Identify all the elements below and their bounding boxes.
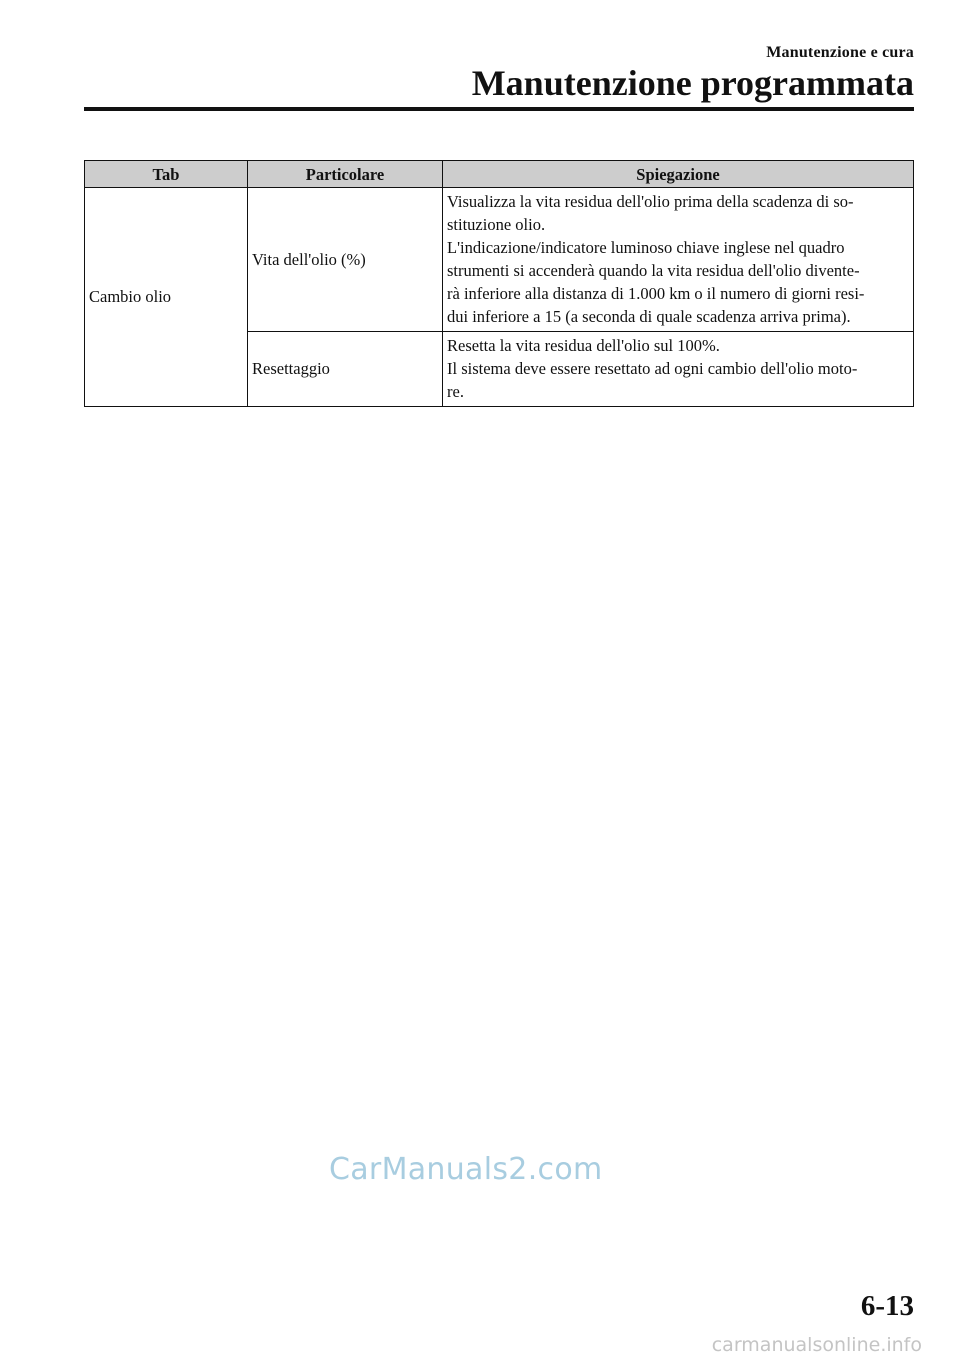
explanation-line: strumenti si accenderà quando la vita residua dell'olio divente- [447,261,860,280]
footer-site-text: carmanualsonline.info [711,1334,922,1356]
tab-cell: Cambio olio [85,188,248,407]
maintenance-table [84,160,914,407]
explanation-cell [443,188,914,332]
explanation-cell [443,332,914,407]
explanation-line: re. [447,382,464,401]
page-title: Manutenzione programmata [471,63,914,103]
explanation-line: Visualizza la vita residua dell'olio prima della scadenza di so- [447,192,854,211]
explanation-line: Resetta la vita residua dell'olio sul 100%. [447,336,720,355]
explanation-line: L'indicazione/indicatore luminoso chiave inglese nel quadro [447,238,845,257]
explanation-line: Il sistema deve essere resettato ad ogni cambio dell'olio moto- [447,359,858,378]
title-divider [84,107,914,111]
explanation-line: stituzione olio. [447,215,546,234]
item-cell: Resettaggio [248,332,443,407]
watermark-text: CarManuals2.com [329,1152,603,1187]
table-header-row [85,161,914,188]
page-number: 6-13 [860,1290,914,1322]
item-cell: Vita dell'olio (%) [248,188,443,332]
explanation-line: dui inferiore a 15 (a seconda di quale scadenza arriva prima). [447,307,851,326]
section-label: Manutenzione e cura [766,44,914,61]
explanation-line: rà inferiore alla distanza di 1.000 km o il numero di giorni resi- [447,284,865,303]
table-row [85,188,914,332]
column-header-tab: Tab [85,161,248,188]
column-header-item: Particolare [248,161,443,188]
column-header-explanation: Spiegazione [443,161,914,188]
